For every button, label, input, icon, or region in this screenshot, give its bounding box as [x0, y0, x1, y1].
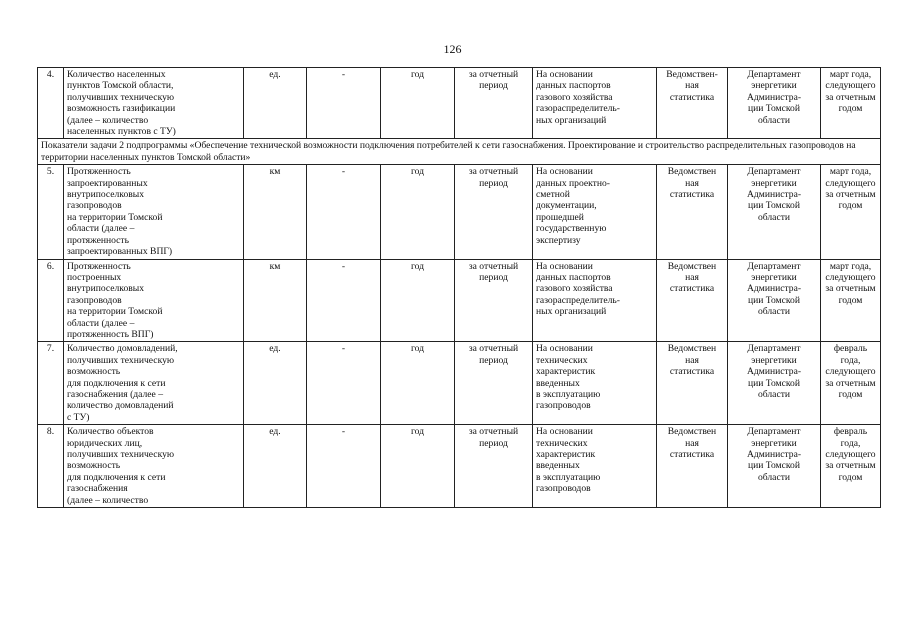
responsible-body: Департамент энергетики Администра- ции Томской области — [728, 165, 821, 259]
periodicity: год — [381, 165, 455, 259]
responsible-body: Департамент энергетики Администра- ции Томской области — [728, 342, 821, 425]
table-body-bottom — [38, 165, 881, 508]
table-row — [38, 425, 881, 508]
table-row — [38, 165, 881, 259]
unit: км — [244, 259, 307, 342]
deadline: февраль года, следующего за отчетным годом — [821, 425, 881, 508]
row-number: 7. — [38, 342, 64, 425]
calculation-method: На основании данных паспортов газового хозяйства газораспределитель- ных организаций — [533, 68, 657, 139]
unit: км — [244, 165, 307, 259]
data-source: Ведомствен- ная статистика — [657, 68, 728, 139]
responsible-body: Департамент энергетики Администра- ции Томской области — [728, 425, 821, 508]
dash-cell: - — [307, 342, 381, 425]
page-number: 126 — [443, 42, 462, 56]
table-row — [38, 342, 881, 425]
periodicity: год — [381, 425, 455, 508]
section-header-row — [38, 139, 881, 165]
indicator-name: Протяженность запроектированных внутрипоселковых газопроводов на территории Томской области (далее – протяженность запроектированных ВПГ) — [64, 165, 244, 259]
data-source: Ведомствен ная статистика — [657, 165, 728, 259]
dash-cell: - — [307, 68, 381, 139]
deadline: март года, следующего за отчетным годом — [821, 259, 881, 342]
section-header: Показатели задачи 2 подпрограммы «Обеспечение технической возможности подключения потребителей к сети газоснабжения. Проектирование и строительство распределительных газопроводов на территории населенных пунктов Томской области» — [38, 139, 881, 165]
deadline: февраль года, следующего за отчетным годом — [821, 342, 881, 425]
unit: ед. — [244, 425, 307, 508]
row-number: 8. — [38, 425, 64, 508]
calculation-method: На основании данных паспортов газового хозяйства газораспределитель- ных организаций — [533, 259, 657, 342]
periodicity: год — [381, 342, 455, 425]
time-characteristic: за отчетный период — [455, 425, 533, 508]
indicator-name: Количество домовладений, получивших техническую возможность для подключения к сети газоснабжения (далее – количество домовладений с ТУ) — [64, 342, 244, 425]
dash-cell: - — [307, 259, 381, 342]
row-number: 6. — [38, 259, 64, 342]
deadline: март года, следующего за отчетным годом — [821, 165, 881, 259]
table-row — [38, 259, 881, 342]
row-number: 5. — [38, 165, 64, 259]
unit: ед. — [244, 68, 307, 139]
calculation-method: На основании данных проектно- сметной документации, прошедшей государственную экспертизу — [533, 165, 657, 259]
calculation-method: На основании технических характеристик введенных в эксплуатацию газопроводов — [533, 342, 657, 425]
time-characteristic: за отчетный период — [455, 165, 533, 259]
indicators-table — [37, 67, 881, 508]
data-source: Ведомствен ная статистика — [657, 259, 728, 342]
time-characteristic: за отчетный период — [455, 68, 533, 139]
deadline: март года, следующего за отчетным годом — [821, 68, 881, 139]
data-source: Ведомствен ная статистика — [657, 425, 728, 508]
indicator-name: Количество объектов юридических лиц, получивших техническую возможность для подключения к сети газоснабжения (далее – количество — [64, 425, 244, 508]
calculation-method: На основании технических характеристик введенных в эксплуатацию газопроводов — [533, 425, 657, 508]
data-source: Ведомствен ная статистика — [657, 342, 728, 425]
periodicity: год — [381, 68, 455, 139]
indicator-name: Протяженность построенных внутрипоселковых газопроводов на территории Томской области (далее – протяженность ВПГ) — [64, 259, 244, 342]
row-number: 4. — [38, 68, 64, 139]
unit: ед. — [244, 342, 307, 425]
responsible-body: Департамент энергетики Администра- ции Томской области — [728, 259, 821, 342]
table-row — [38, 68, 881, 139]
table-body-top — [38, 68, 881, 139]
time-characteristic: за отчетный период — [455, 259, 533, 342]
dash-cell: - — [307, 425, 381, 508]
responsible-body: Департамент энергетики Администра- ции Томской области — [728, 68, 821, 139]
section-header-body — [38, 139, 881, 165]
periodicity: год — [381, 259, 455, 342]
indicator-name: Количество населенных пунктов Томской области, получивших техническую возможность газификации (далее – количество населенных пунктов с ТУ) — [64, 68, 244, 139]
dash-cell: - — [307, 165, 381, 259]
time-characteristic: за отчетный период — [455, 342, 533, 425]
